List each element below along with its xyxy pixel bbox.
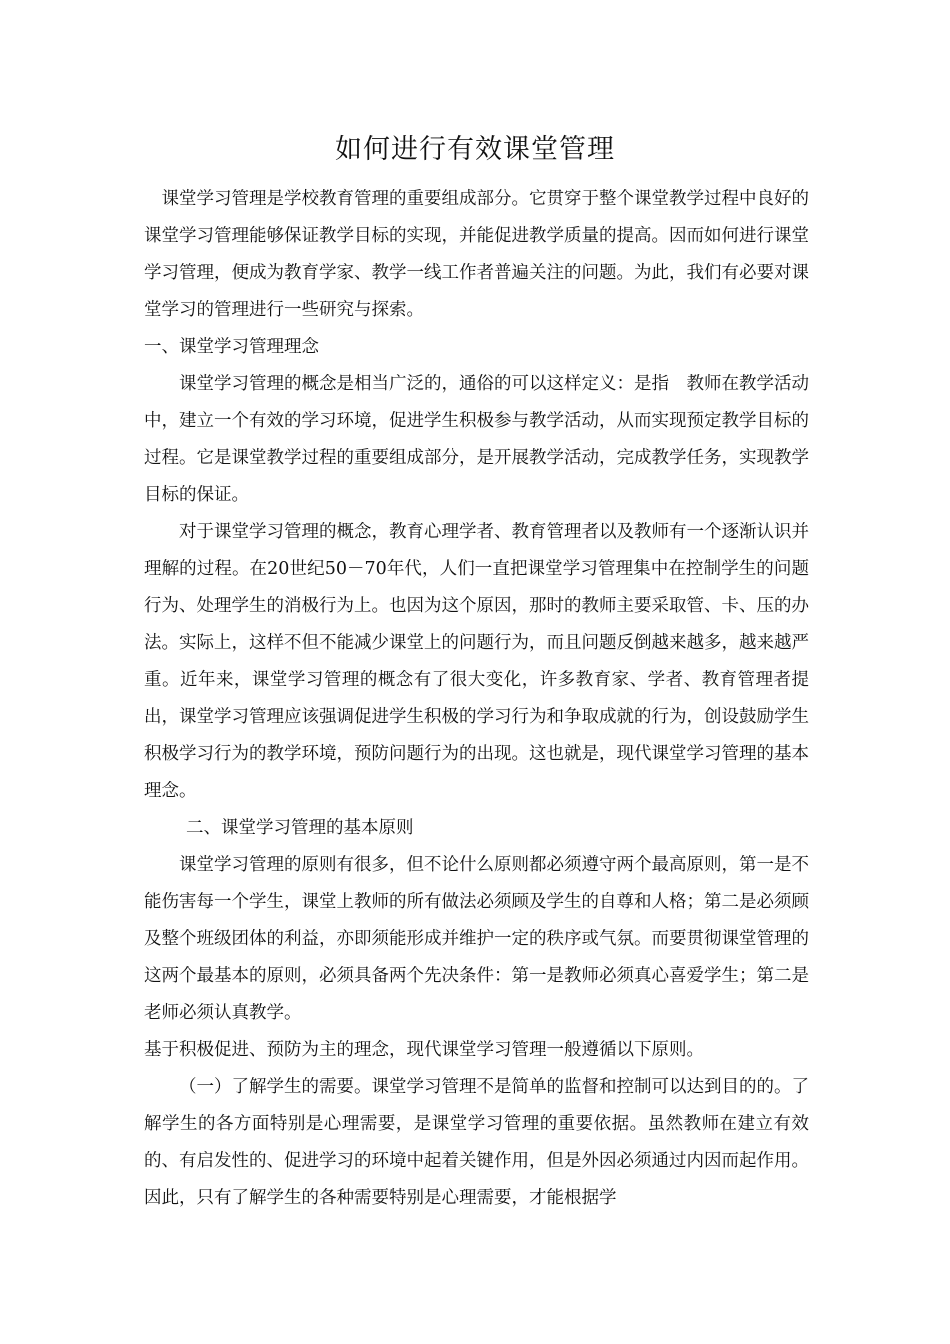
concept-paragraph: 课堂学习管理的概念是相当广泛的，通俗的可以这样定义：是指 教师在教学活动中，建立一个有效的学习环境，促进学生积极参与教学活动，从而实现预定教学目标的过程。它是课堂教学过程的重要组成部分，是开展教学活动，完成教学任务，实现教学目标的保证。 xyxy=(144,374,809,505)
intro-paragraph: 课堂学习管理是学校教育管理的重要组成部分。它贯穿于整个课堂教学过程中良好的课堂学习管理能够保证教学目标的实现，并能促进教学质量的提高。因而如何进行课堂学习管理，便成为教育学家、教学一线工作者普遍关注的问题。为此，我们有必要对课堂学习的管理进行一些研究与探索。 xyxy=(144,189,809,320)
section-heading-1: 一、课堂学习管理理念 xyxy=(144,337,319,357)
section-heading-2: 二、课堂学习管理的基本原则 xyxy=(186,818,414,838)
document-title: 如何进行有效课堂管理 xyxy=(335,134,615,165)
principle-1-paragraph: （一）了解学生的需要。课堂学习管理不是简单的监督和控制可以达到目的的。了解学生的各方面特别是心理需要，是课堂学习管理的重要依据。虽然教师在建立有效的、有启发性的、促进学习的环境中起着关键作用，但是外因必须通过内因而起作用。因此，只有了解学生的各种需要特别是心理需要，才能根据学 xyxy=(144,1077,809,1208)
history-paragraph: 对于课堂学习管理的概念，教育心理学者、教育管理者以及教师有一个逐渐认识并理解的过程。在20世纪50－70年代，人们一直把课堂学习管理集中在控制学生的问题行为、处理学生的消极行为上。也因为这个原因，那时的教师主要采取管、卡、压的办法。实际上，这样不但不能减少课堂上的问题行为，而且问题反倒越来越多，越来越严重。近年来，课堂学习管理的概念有了很大变化，许多教育家、学者、教育管理者提出，课堂学习管理应该强调促进学生积极的学习行为和争取成就的行为，创设鼓励学生积极学习行为的教学环境，预防问题行为的出现。这也就是，现代课堂学习管理的基本理念。 xyxy=(144,522,809,801)
principles-paragraph: 课堂学习管理的原则有很多，但不论什么原则都必须遵守两个最高原则，第一是不能伤害每一个学生，课堂上教师的所有做法必须顾及学生的自尊和人格；第二是必须顾及整个班级团体的利益，亦即须能形成并维护一定的秩序或气氛。而要贯彻课堂管理的这两个最基本的原则，必须具备两个先决条件：第一是教师必须真心喜爱学生；第二是老师必须认真教学。 xyxy=(144,855,809,1023)
principles-intro-paragraph: 基于积极促进、预防为主的理念，现代课堂学习管理一般遵循以下原则。 xyxy=(144,1040,704,1060)
document-body xyxy=(144,181,809,1217)
